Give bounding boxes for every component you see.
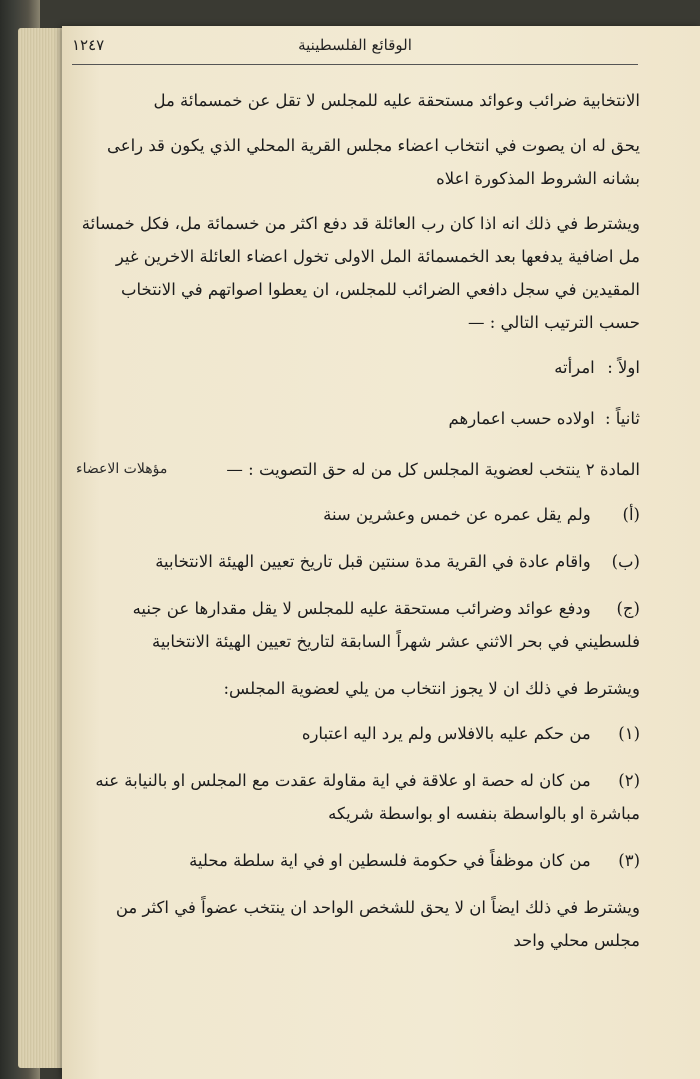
item-label: (أ): [622, 505, 640, 524]
item-text: من كان له حصة او علاقة في اية مقاولة عقدت مع المجلس او بالنيابة عنه مباشرة او بالواسطة بنفسه او بواسطة شريكه: [95, 771, 640, 823]
proviso-item: [80, 764, 640, 830]
order-item: [80, 402, 640, 435]
final-paragraph: ويشترط في ذلك ايضاً ان لا يحق للشخص الواحد ان ينتخب عضواً في اكثر من مجلس محلي واحد: [115, 898, 640, 950]
item-label: (٣): [618, 851, 640, 870]
page-number: ١٢٤٧: [72, 36, 105, 54]
item-text: واقام عادة في القرية مدة سنتين قبل تاريخ تعيين الهيئة الانتخابية: [155, 552, 591, 571]
article-item: [80, 498, 640, 531]
item-text: من كان موظفاً في حكومة فلسطين او في اية سلطة محلية: [189, 851, 591, 870]
page-body: [76, 84, 640, 969]
article-2-lead: المادة ٢ ينتخب لعضوية المجلس كل من له حق التصويت : —: [226, 460, 640, 479]
page-header: [72, 34, 638, 62]
header-rule: [72, 64, 638, 65]
order-label: اولاً :: [607, 358, 640, 377]
item-label: (١): [618, 724, 640, 743]
article-2-heading: [76, 453, 640, 486]
order-item: [80, 351, 640, 384]
article-item: [80, 545, 640, 578]
margin-note: مؤهلات الاعضاء: [76, 461, 168, 477]
item-text: ودفع عوائد وضرائب مستحقة عليه للمجلس لا يقل مقدارها عن جنيه فلسطيني في بحر الاثني عشر شهراً السابقة لتاريخ تعيين الهيئة الانتخابية: [132, 599, 640, 651]
item-text: ولم يقل عمره عن خمس وعشرين سنة: [323, 505, 591, 524]
order-label: ثانياً :: [604, 409, 640, 428]
item-label: (٢): [618, 771, 640, 790]
proviso-lead: ويشترط في ذلك ان لا يجوز انتخاب من يلي لعضوية المجلس:: [223, 679, 640, 698]
item-label: (ج): [616, 599, 640, 618]
proviso-item: [80, 844, 640, 877]
item-label: (ب): [611, 552, 640, 571]
item-text: من حكم عليه بالافلاس ولم يرد اليه اعتباره: [301, 724, 591, 743]
page-edges: [18, 28, 64, 1068]
order-text: اولاده حسب اعمارهم: [448, 409, 595, 428]
order-list: [80, 351, 640, 435]
paragraph-2: يحق له ان يصوت في انتخاب اعضاء مجلس القرية المحلي الذي يكون قد راعى بشانه الشروط المذكورة اعلاه: [107, 136, 640, 188]
proviso-item: [80, 717, 640, 750]
article-item: [80, 592, 640, 658]
paragraph-3: ويشترط في ذلك انه اذا كان رب العائلة قد دفع اكثر من خسمائة مل، فكل خمسائة مل اضافية يدفعها بعد الخمسمائة المل الاولى تخول اعضاء العائلة الاخرين غير المقيدين في سجل دافعي الضرائب للمجلس، ان يعطوا اصواتهم في الانتخاب حسب الترتيب التالي : —: [81, 214, 640, 332]
order-text: امرأته: [554, 358, 595, 377]
running-title: الوقائع الفلسطينية: [298, 36, 412, 54]
paragraph-1: الانتخابية ضرائب وعوائد مستحقة عليه للمجلس لا تقل عن خمسمائة مل: [153, 91, 640, 110]
